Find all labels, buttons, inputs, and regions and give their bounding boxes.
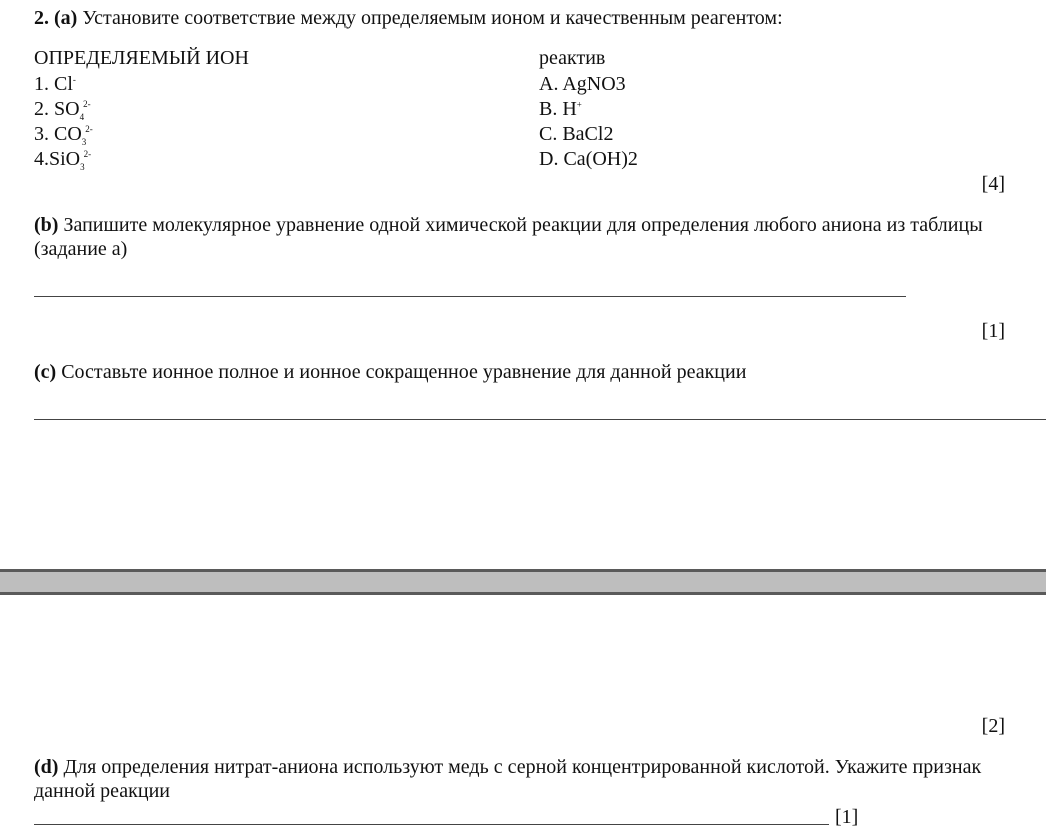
part-c-text: Составьте ионное полное и ионное сокращенное уравнение для данной реакции bbox=[61, 361, 747, 383]
ion-index: 3 bbox=[81, 137, 87, 147]
reagent-item-c bbox=[539, 122, 613, 146]
ion-formula: 4.SiO bbox=[34, 148, 81, 170]
reagent-item-d bbox=[539, 147, 638, 171]
part-a-text: Установите соответствие между определяемым ионом и качественным реагентом: bbox=[82, 7, 783, 29]
ion-item-4 bbox=[34, 147, 91, 171]
reagent-item-b bbox=[539, 97, 582, 121]
part-c-label: (c) bbox=[34, 361, 57, 383]
part-c-answer-line[interactable] bbox=[34, 419, 1046, 420]
reagent-formula: B. H bbox=[539, 98, 577, 120]
reagent-formula: A. AgNO3 bbox=[539, 73, 626, 95]
part-d-question bbox=[34, 755, 1009, 803]
part-a-marks: [4] bbox=[981, 173, 1005, 195]
part-d-label: (d) bbox=[34, 756, 59, 778]
ion-item-3 bbox=[34, 122, 93, 146]
ion-index: 3 bbox=[80, 162, 85, 172]
part-b-text: Запишите молекулярное уравнение одной химической реакции для определения любого аниона из таблицы (задание а) bbox=[34, 214, 983, 260]
ion-formula: 2. SO bbox=[34, 98, 80, 120]
page-break-band bbox=[0, 569, 1046, 595]
part-b-answer-line[interactable] bbox=[34, 296, 906, 297]
part-d-marks: [1] bbox=[835, 806, 859, 828]
reagent-charge: + bbox=[576, 99, 582, 110]
reagent-formula: D. Ca(OH)2 bbox=[539, 148, 638, 170]
ion-charge: 2- bbox=[83, 149, 92, 160]
part-b-marks: [1] bbox=[981, 320, 1005, 342]
part-a-label: (a) bbox=[54, 7, 78, 29]
reagent-item-a bbox=[539, 72, 626, 96]
part-d-text: Для определения нитрат-аниона используют медь с серной концентрированной кислотой. Укажите признак данной реакции bbox=[34, 756, 982, 802]
ion-charge: 2- bbox=[83, 99, 91, 110]
part-b-label: (b) bbox=[34, 214, 59, 236]
ion-item-1 bbox=[34, 72, 76, 96]
part-c-question bbox=[34, 360, 1009, 384]
reagent-formula: C. BaCl2 bbox=[539, 123, 614, 145]
part-b-question bbox=[34, 213, 1009, 261]
question-number: 2. bbox=[34, 7, 49, 29]
ion-charge: 2- bbox=[85, 124, 93, 135]
question-a-heading bbox=[34, 6, 783, 30]
part-c-marks: [2] bbox=[981, 715, 1005, 737]
reagent-column-header: реактив bbox=[539, 47, 606, 69]
ion-column-header: ОПРЕДЕЛЯЕМЫЙ ИОН bbox=[34, 47, 249, 69]
ion-index: 4 bbox=[79, 112, 85, 122]
ion-formula: 3. CO bbox=[34, 123, 82, 145]
ion-charge: - bbox=[72, 74, 76, 85]
ion-item-2 bbox=[34, 97, 91, 121]
part-d-answer-line[interactable] bbox=[34, 824, 829, 825]
ion-formula: 1. Cl bbox=[34, 73, 73, 95]
